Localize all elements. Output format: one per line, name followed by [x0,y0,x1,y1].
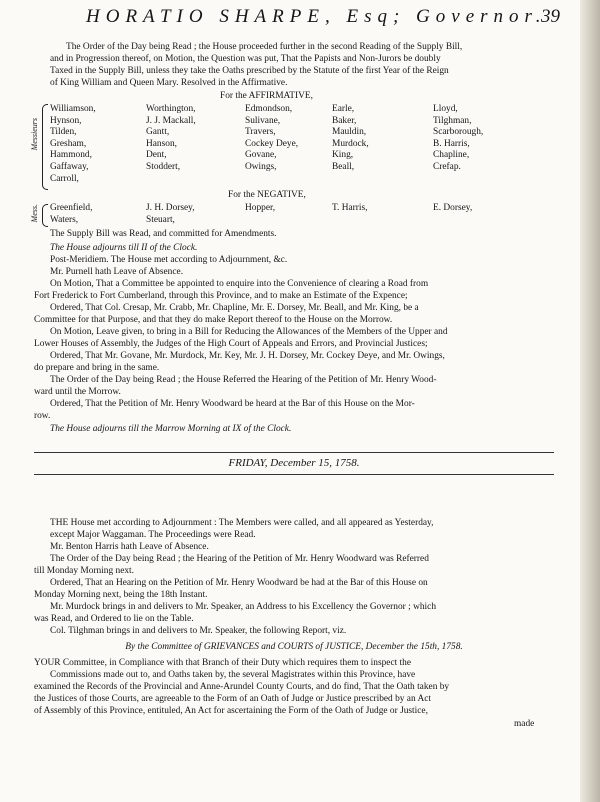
negative-column [245,203,275,215]
proceedings-line: Lower Houses of Assembly, the Judges of the High Court of Appeals and Errors, and Provincial Justices; [34,339,428,349]
member-name: Beall, [332,161,355,172]
member-name: Greenfield, [50,203,93,213]
member-name: Murdock, [332,138,369,149]
member-name: Gantt, [146,127,170,138]
intro-line: Taxed in the Supply Bill, unless they take the Oaths prescribed by the Statute of the first Year of the Reign [50,66,449,76]
proceedings-line: Ordered, That Col. Cresap, Mr. Crabb, Mr. Chapline, Mr. E. Dorsey, Mr. Beall, and Mr. King, be a [50,303,419,313]
proceedings-line: The Supply Bill was Read, and committed for Amendments. [50,229,277,239]
friday-line: Mr. Benton Harris hath Leave of Absence. [50,542,209,552]
proceedings-line: row. [34,411,51,421]
affirmative-column [245,104,298,174]
member-name: Lloyd, [433,104,458,114]
member-name: Sulivane, [245,115,281,126]
report-line: the Justices of those Courts, are agreeable to the Form of an Oath of Judge or Justice prescribed by an Act [34,694,432,704]
negative-column [50,203,92,226]
member-name: B. Harris, [433,138,470,149]
report-line: Commissions made out to, and Oaths taken by, the several Magistrates within this Province, have [50,670,416,680]
affirmative-column [433,104,483,174]
member-name: Carroll, [50,173,79,184]
intro-line: of King William and Queen Mary. Resolved in the Affirmative. [50,78,288,88]
member-name: Crefap. [433,161,461,172]
friday-line: Col. Tilghman brings in and delivers to Mr. Speaker, the following Report, viz. [50,626,347,636]
member-name: Tilghman, [433,115,472,126]
affirmative-side-label: Messieurs [30,118,39,151]
intro-line: and in Progression thereof, on Motion, the Question was put, That the Papists and Non-Jurors be doubly [50,54,441,64]
negative-column [332,203,368,215]
report-line: examined the Records of the Provincial and Anne-Arundel County Courts, and do find, That the Oath taken by [34,682,450,692]
member-name: Hopper, [245,203,276,213]
member-name: King, [332,150,354,161]
proceedings-line: do prepare and bring in the same. [34,363,160,373]
proceedings-line: On Motion, Leave given, to bring in a Bill for Reducing the Allowances of the Members of the Upper and [50,327,448,337]
proceedings-line: The House adjourns till the Marrow Morning at IX of the Clock. [50,424,292,434]
affirmative-heading: For the AFFIRMATIVE, [220,91,313,101]
member-name: Gresham, [50,138,87,149]
proceedings-line: The House adjourns till II of the Clock. [50,243,198,253]
proceedings-line: Committee for that Purpose, and that they do make Report thereof to the House on the Morrow. [34,315,393,325]
member-name: Tilden, [50,127,77,138]
friday-line: except Major Waggaman. The Proceedings were Read. [50,530,256,540]
negative-column [433,203,472,215]
proceedings-line: Post-Meridiem. The House met according to Adjournment, &c. [50,255,288,265]
intro-line: The Order of the Day being Read ; the House proceeded further in the second Reading of the Supply Bill, [66,42,463,52]
member-name: Baker, [332,115,357,126]
affirmative-column [50,104,96,185]
member-name: Dent, [146,150,167,161]
affirmative-column [332,104,369,174]
page-edge [580,0,600,802]
member-name: Chapline, [433,150,470,161]
negative-brace [42,204,48,227]
proceedings-line: Ordered, That Mr. Govane, Mr. Murdock, Mr. Key, Mr. J. H. Dorsey, Mr. Cockey Deye, and Mr. Owings, [50,351,445,361]
proceedings-line: Ordered, That the Petition of Mr. Henry Woodward be heard at the Bar of this House on the Mor- [50,399,415,409]
date-heading: FRIDAY, December 15, 1758. [228,457,360,469]
report-heading: By the Committee of GRIEVANCES and COURTS of JUSTICE, December the 15th, 1758. [125,642,463,652]
member-name: Mauldin, [332,127,367,138]
friday-line: THE House met according to Adjournment : The Members were called, and all appeared as Yesterday, [50,518,434,528]
member-name: Hammond, [50,150,92,161]
negative-heading: For the NEGATIVE, [228,190,306,200]
proceedings-line: Mr. Purnell hath Leave of Absence. [50,267,184,277]
page-number: 39 [541,6,560,27]
friday-line: was Read, and Ordered to lie on the Table. [34,614,194,624]
member-name: Steuart, [146,214,175,225]
member-name: Worthington, [146,104,196,114]
negative-column [146,203,195,226]
report-line: YOUR Committee, in Compliance with that Branch of their Duty which requires them to inspect the [34,658,412,668]
friday-line: The Order of the Day being Read ; the Hearing of the Petition of Mr. Henry Woodward was Referred [50,554,429,564]
member-name: Owings, [245,161,277,172]
member-name: Govane, [245,150,277,161]
member-name: E. Dorsey, [433,203,473,213]
member-name: Gaffaway, [50,161,89,172]
member-name: Cockey Deye, [245,138,299,149]
friday-line: till Monday Morning next. [34,566,134,576]
member-name: Edmondson, [245,104,293,114]
friday-line: Ordered, That an Hearing on the Petition of Mr. Henry Woodward be had at the Bar of this House on [50,578,428,588]
member-name: T. Harris, [332,203,368,213]
report-line: of Assembly of this Province, entituled, An Act for ascertaining the Form of the Oath of Judge or Justice, [34,706,428,716]
member-name: Hanson, [146,138,177,149]
member-name: Stoddert, [146,161,181,172]
negative-side-label: Mess. [30,204,39,223]
friday-line: Mr. Murdock brings in and delivers to Mr. Speaker, an Address to his Excellency the Governor ; which [50,602,437,612]
page-header [86,6,560,34]
member-name: J. H. Dorsey, [146,203,195,213]
affirmative-column [146,104,196,174]
friday-line: Monday Morning next, being the 18th Instant. [34,590,208,600]
section-divider [34,474,554,475]
proceedings-line: ward until the Morrow. [34,387,121,397]
running-title: HORATIO SHARPE, Esq; Governor. [86,6,547,27]
member-name: Earle, [332,104,355,114]
member-name: J. J. Mackall, [146,115,196,126]
catchword: made [514,719,535,729]
member-name: Hynson, [50,115,82,126]
member-name: Williamson, [50,104,96,114]
member-name: Travers, [245,127,276,138]
section-divider [34,452,554,453]
member-name: Waters, [50,214,79,225]
proceedings-line: Fort Frederick to Fort Cumberland, through this Province, and to make an Estimate of the Expence; [34,291,408,301]
affirmative-brace [42,104,48,190]
member-name: Scarborough, [433,127,484,138]
proceedings-line: On Motion, That a Committee be appointed to enquire into the Convenience of clearing a Road from [50,279,429,289]
proceedings-line: The Order of the Day being Read ; the House Referred the Hearing of the Petition of Mr. Henry Wood- [50,375,437,385]
